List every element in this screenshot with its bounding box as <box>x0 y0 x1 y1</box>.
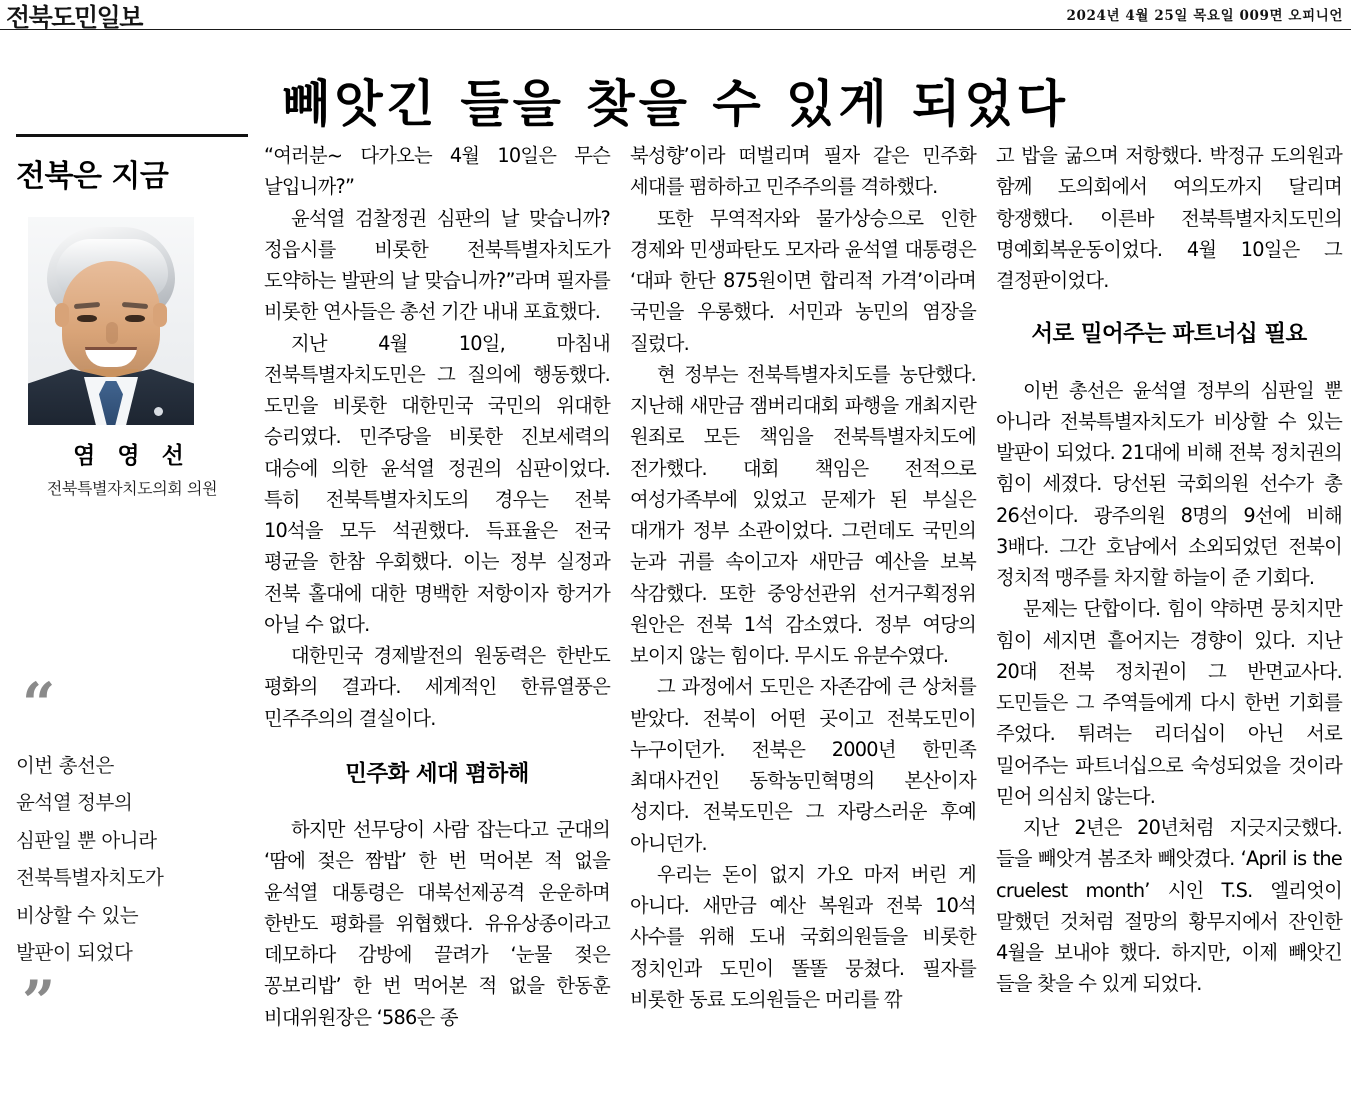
author-sidebar <box>16 134 248 499</box>
paragraph: 그 과정에서 도민은 자존감에 큰 상처를 받았다. 전북이 어떤 곳이고 전북도민이 누구이던가. 전북은 2000년 한민족 최대사건인 동학농민혁명의 본산이자 성지다. 전북도민은 그 자랑스러운 후예 아니던가. <box>630 675 976 855</box>
pull-quote-line: 윤석열 정부의 <box>16 791 133 815</box>
column-series-title: 전북은 지금 <box>16 159 169 194</box>
author-title: 전북특별자치도의회 의원 <box>46 479 218 498</box>
portrait-eye-left <box>77 315 97 322</box>
paragraph: 이번 총선은 윤석열 정부의 심판일 뿐 아니라 전북특별자치도가 비상할 수 있는 발판이 되었다. 21대에 비해 전북 정치권의 힘이 세졌다. 당선된 국회의원 선수가 총 26선이다. 광주의원 8명의 9선에 비해 3배다. 그간 호남에서 소외되었던 전북이 정치적 맹주를 차지할 하늘이 준 기회다. <box>996 378 1342 590</box>
pull-quote-line: 이번 총선은 <box>16 754 114 777</box>
author-portrait <box>28 217 194 425</box>
pull-quote <box>16 668 256 1036</box>
article-body <box>264 140 1342 1092</box>
paragraph: 지난 2년은 20년처럼 지긋지긋했다. 들을 빼앗겨 봄조차 빼앗겼다. ‘April is the cruelest month’ 시인 T.S. 엘리엇이 말했던 것처럼 절망의 황무지에서 잔인한 4월을 보내야 했다. 하지만, 이제 빼앗긴 들을 찾을 수 있게 되었다. <box>996 816 1342 996</box>
section-subheading: 민주화 세대 폄하해 <box>345 760 529 787</box>
portrait-eye-right <box>125 315 145 322</box>
paragraph: 북성향’이라 떠벌리며 필자 같은 민주화 세대를 폄하하고 민주주의를 격하했다. <box>630 144 976 199</box>
paragraph: 또한 무역적자와 물가상승으로 인한 경제와 민생파탄도 모자라 윤석열 대통령은 ‘대파 한단 875원이면 합리적 가격’이라며 국민을 우롱했다. 서민과 농민의 염장을 질렀다. <box>630 206 976 355</box>
article-column-1 <box>264 140 610 1092</box>
masthead-dateline: 2024년 4월 25일 목요일 009면 오피니언 <box>1066 8 1343 24</box>
article-column-3 <box>996 140 1342 1092</box>
newspaper-title: 전북도민일보 <box>6 3 142 32</box>
pull-quote-line: 심판일 뿐 아니라 <box>16 828 157 852</box>
pull-quote-line: 발판이 되었다 <box>16 941 133 965</box>
paragraph: 윤석열 검찰정권 심판의 날 맞습니까? 정읍시를 비롯한 전북특별자치도가 도약하는 발판의 날 맞습니까?”라며 필자를 비롯한 연사들은 총선 기간 내내 포효했다. <box>264 206 610 324</box>
article-headline: 빼앗긴 들을 찾을 수 있게 되었다 <box>282 74 1069 133</box>
paragraph: 문제는 단합이다. 힘이 약하면 뭉치지만 힘이 세지면 흩어지는 경향이 있다. 지난 20대 전북 정치권이 그 반면교사다. 도민들은 그 주역들에게 다시 한번 기회를 주었다. 튀려는 리더십이 아닌 서로 밀어주는 파트너십으로 숙성되었을 것이라 믿어 의심치 않는다. <box>996 597 1342 808</box>
paragraph: 우리는 돈이 없지 가오 마저 버린 게 아니다. 새만금 예산 복원과 전북 10석 사수를 위해 도내 국회의원들을 비롯한 정치인과 도민이 똘똘 뭉쳤다. 필자를 비롯한 동료 도의원들은 머리를 깎 <box>630 862 976 1011</box>
pull-quote-text <box>16 747 256 972</box>
portrait-ear-right <box>153 303 167 327</box>
pull-quote-line: 비상할 수 있는 <box>16 903 139 927</box>
portrait-ear-left <box>55 303 69 327</box>
paragraph: 현 정부는 전북특별자치도를 농단했다. 지난해 새만금 잼버리대회 파행을 개최지란 원죄로 모든 책임을 전북특별자치도에 전가했다. 대회 책임은 전적으로 여성가족부에 있었고 문제가 된 부실은 대개가 정부 소관이었다. 그런데도 국민의 눈과 귀를 속이고자 새만금 예산을 보복 삭감했다. 또한 중앙선관위 선거구획정위 원안은 전북 1석 감소였다. 정부 여당의 보이지 않는 힘이다. 무시도 유분수였다. <box>630 362 976 667</box>
portrait-nose <box>106 322 118 344</box>
masthead <box>0 0 1351 30</box>
paragraph: “여러분~ 다가오는 4월 10일은 무슨 날입니까?” <box>264 144 610 199</box>
pull-quote-line: 전북특별자치도가 <box>16 866 164 890</box>
quote-open-mark: “ <box>22 670 54 738</box>
paragraph: 하지만 선무당이 사람 잡는다고 군대의 ‘땀에 젖은 짬밥’ 한 번 먹어본 적 없을 윤석열 대통령은 대북선제공격 운운하며 한반도 평화를 위협했다. 유유상종이라고 데모하다 감방에 끌려가 ‘눈물 젖은 꽁보리밥’ 한 번 먹어본 적 없을 한동훈 비대위원장은 ‘586은 종 <box>264 818 610 1029</box>
author-name: 염 영 선 <box>73 443 191 469</box>
paragraph: 고 밥을 굶으며 저항했다. 박정규 도의원과 함께 도의회에서 여의도까지 달리며 항쟁했다. 이른바 전북특별자치도민의 명예회복운동이었다. 4월 10일은 그 결정판이었다. <box>996 144 1342 292</box>
article-column-2 <box>630 140 976 1092</box>
paragraph: 지난 4월 10일, 마침내 전북특별자치도민은 그 질의에 행동했다. 도민을 비롯한 대한민국 국민의 위대한 승리였다. 민주당을 비롯한 진보세력의 대승에 의한 윤석열 정권의 심판이었다. 특히 전북특별자치도의 경우는 전북 10석을 모두 석권했다. 득표율은 전국 평균을 한참 우회했다. 이는 정부 실정과 전북 홀대에 대한 명백한 저항이자 항거가 아닐 수 없다. <box>264 331 610 636</box>
quote-close-mark: ” <box>22 967 54 1036</box>
paragraph: 대한민국 경제발전의 원동력은 한반도 평화의 결과다. 세계적인 한류열풍은 민주주의의 결실이다. <box>264 644 610 730</box>
portrait-lapel-pin <box>154 407 163 416</box>
section-subheading: 서로 밀어주는 파트너십 필요 <box>1031 321 1307 348</box>
sidebar-divider <box>16 134 248 137</box>
